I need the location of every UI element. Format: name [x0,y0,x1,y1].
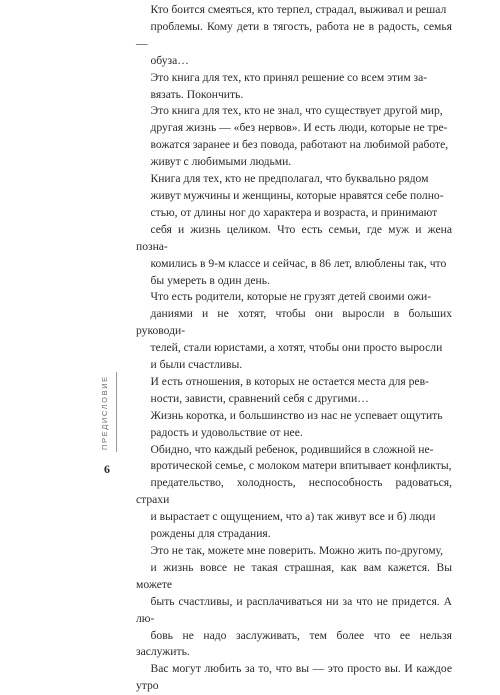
text-line: вязать. Покончить. [150,87,244,101]
text-line: живут мужчины и женщины, которые нравятся себе полно- [150,188,444,202]
text-line: ности, зависти, сравнений себя с другими… [150,391,369,405]
text-line: телей, стали юристами, а хотят, чтобы они просто выросли [150,341,443,355]
text-line: проблемы. Кому дети в тягость, работа не в радость, семья — [136,19,452,50]
text-line: Вас могут любить за то, что вы — это просто вы. И каждое утро [136,662,452,693]
paragraph [136,2,452,70]
text-line: Что есть родители, которые не грузят детей своими ожи- [150,290,432,304]
paragraph [136,543,452,695]
text-line: обуза… [150,53,189,67]
text-line: вротической семье, с молоком матери впитывает конфликты, [150,459,452,473]
text-line: И есть отношения, в которых не остается места для рев- [150,374,429,388]
paragraph [136,70,452,104]
text-line: себя и жизнь целиком. Что есть семьи, где муж и жена позна- [136,222,452,253]
paragraph [136,408,452,442]
text-line: другая жизнь — «без нервов». И есть люди, которые не тре- [150,121,448,135]
text-line: рождены для страдания. [150,527,271,541]
text-line: бовь не надо заслуживать, тем более что ее нельзя заслужить. [136,628,452,659]
text-line: Книга для тех, кто не предполагал, что буквально рядом [150,172,429,186]
text-line: вожатся заранее и без повода, работают на любимой работе, [150,138,449,152]
text-line: бы умереть в один день. [150,273,270,287]
text-line: и вырастает с ощущением, что а) так живут все и б) люди [150,510,436,524]
text-line: комились в 9-м классе и сейчас, в 86 лет, влюблены так, что [150,256,447,270]
text-line: и жизнь вовсе не такая страшная, как вам кажется. Вы можете [136,560,452,591]
main-text [136,2,452,695]
side-rule [116,372,117,452]
paragraph [136,103,452,171]
text-line: Это не так, можете мне поверить. Можно жить по-другому, [150,544,444,557]
paragraph [136,442,452,543]
paragraph [136,289,452,374]
text-line: Это книга для тех, кто не знал, что существует другой мир, [150,104,443,118]
text-line: стью, от длины ног до характера и возраста, и принимают [150,205,438,219]
text-line: Кто боится смеяться, кто терпел, страдал, выживал и решал [150,3,447,16]
paragraph [136,374,452,408]
text-line: даниями и не хотят, чтобы они выросли в больших руководи- [136,307,452,338]
text-line: Это книга для тех, кто принял решение со всем этим за- [150,70,428,84]
text-line: предательство, холодность, неспособность радоваться, страхи [136,476,452,507]
text-line: радость и удовольствие от нее. [150,425,303,439]
text-line: Жизнь коротка, и большинство из нас не успевает ощутить [150,408,443,422]
page-number: 6 [104,462,110,476]
text-line: Обидно, что каждый ребенок, родившийся в сложной не- [150,442,434,456]
section-label: ПРЕДИСЛОВИЕ [100,375,109,450]
text-line: живут с любимыми людьми. [150,155,292,169]
paragraph [136,171,452,289]
text-line: и были счастливы. [150,358,243,372]
text-line: быть счастливы, и расплачиваться ни за что не придется. А лю- [136,594,452,625]
